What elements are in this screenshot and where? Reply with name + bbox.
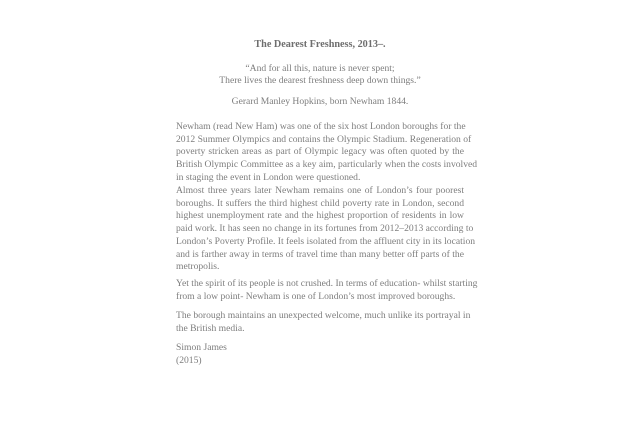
signature-year: (2015) — [176, 354, 202, 366]
author-name: Simon James — [176, 342, 227, 353]
text-line: Almost three years later Newham remains one of London’s four poorest — [176, 185, 464, 196]
paragraph-olympics — [176, 121, 478, 185]
quote-line: “And for all this, nature is never spent; — [245, 63, 395, 74]
quote-line: There lives the dearest freshness deep down things.” — [219, 75, 421, 86]
text-line: poverty stricken areas as part of Olympic legacy was often quoted by the — [176, 146, 464, 158]
text-line: boroughs. It suffers the third highest child poverty rate in London, second — [176, 197, 464, 209]
quote-attribution: Gerard Manley Hopkins, born Newham 1844. — [231, 96, 409, 107]
signature-block — [176, 342, 464, 367]
paragraph-spirit — [176, 278, 478, 303]
text-line: British Olympic Committee as a key aim, particularly when the costs involved — [176, 159, 478, 171]
text-line: from a low point- Newham is one of London’s most improved boroughs. — [176, 290, 456, 302]
paragraph-poverty — [176, 185, 476, 274]
text-line: London’s Poverty Profile. It feels isolated from the affluent city in its location — [176, 235, 476, 247]
text-line: highest unemployment rate and the highest proportion of residents in low — [176, 210, 464, 222]
text-line: Newham (read New Ham) was one of the six host London boroughs for the — [176, 121, 466, 132]
text-line: The borough maintains an unexpected welcome, much unlike its portrayal in — [176, 310, 471, 321]
text-line: Yet the spirit of its people is not crushed. In terms of education- whilst starting — [176, 278, 478, 289]
document-title: The Dearest Freshness, 2013–. — [254, 39, 386, 50]
text-line: and is farther away in terms of travel time than many better off parts of the — [176, 248, 464, 260]
paragraph-welcome — [176, 310, 471, 335]
text-line: the British media. — [176, 322, 245, 334]
text-line: metropolis. — [176, 261, 220, 273]
epigraph-quote — [0, 63, 640, 87]
text-line: paid work. It has seen no change in its fortunes from 2012–2013 according to — [176, 223, 474, 235]
text-line: 2012 Summer Olympics and contains the Olympic Stadium. Regeneration of — [176, 133, 472, 145]
text-line: in staging the event in London were questioned. — [176, 171, 361, 183]
